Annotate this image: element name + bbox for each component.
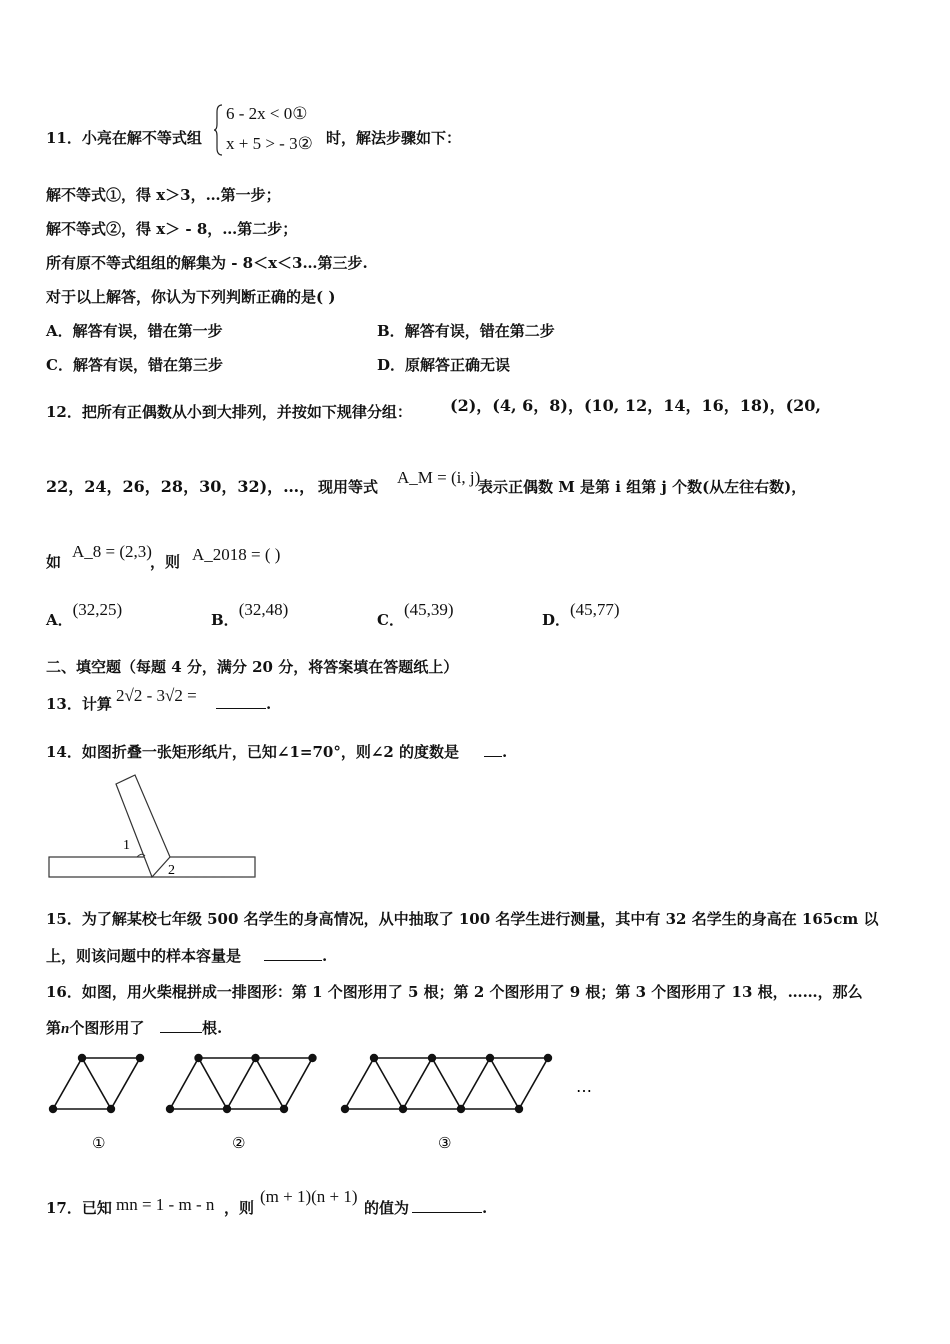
q13-expression: 2√2 - 3√2 =: [116, 686, 197, 705]
q17-answer-blank[interactable]: .: [412, 1198, 487, 1218]
q12-example: A_8 = (2,3): [72, 542, 152, 561]
folded-paper-figure: [44, 772, 264, 884]
q11-stem: 11．小亮在解不等式组: [46, 129, 202, 147]
q11-step1: 解不等式①，得 x＞3，…第一步；: [46, 186, 281, 204]
q12-option-a[interactable]: A．(32,25): [46, 600, 123, 629]
inequality-line-1: 6 - 2x < 0①: [226, 104, 308, 123]
q16-line2: 第n个图形用了: [46, 1019, 145, 1037]
section-title: 二、填空题（每题 4 分，满分 20 分，将答案填在答题纸上）: [46, 658, 459, 676]
matchstick-joint: [370, 1054, 378, 1062]
ellipsis: …: [576, 1077, 592, 1096]
matchstick: [519, 1058, 548, 1109]
matchstick: [53, 1058, 82, 1109]
matchstick-joint: [428, 1054, 436, 1062]
q11-step2: 解不等式②，得 x＞ - 8，…第二步；: [46, 220, 298, 238]
q12-phrase-now: 现用等式: [318, 478, 379, 496]
q11-question: 对于以上解答，你认为下列判断正确的是( ): [46, 288, 336, 306]
q14-stem: 14．如图折叠一张矩形纸片，已知∠1=70°，则∠2 的度数是: [46, 743, 460, 761]
matchstick-figures: [0, 1040, 620, 1160]
matchstick: [256, 1058, 285, 1109]
inequality-line-2: x + 5 > - 3②: [226, 134, 313, 153]
q17-expression: (m + 1)(n + 1): [260, 1187, 358, 1206]
matchstick-joint: [251, 1054, 259, 1062]
matchstick-joint: [194, 1054, 202, 1062]
matchstick-joint: [399, 1105, 407, 1113]
matchstick: [82, 1058, 111, 1109]
q17-condition: mn = 1 - m - n: [116, 1195, 215, 1214]
matchstick-joint: [136, 1054, 144, 1062]
matchstick-joint: [223, 1105, 231, 1113]
q16-answer-blank[interactable]: 根.: [160, 1018, 222, 1038]
matchstick: [432, 1058, 461, 1109]
angle-2-label: 2: [168, 863, 175, 878]
q17-then: ，则: [224, 1199, 255, 1217]
q11-option-d[interactable]: D．原解答正确无误: [377, 356, 511, 374]
q17-tail: 的值为: [364, 1199, 410, 1217]
matchstick-joint: [78, 1054, 86, 1062]
matchstick-joint: [544, 1054, 552, 1062]
matchstick: [490, 1058, 519, 1109]
q11-option-b[interactable]: B．解答有误，错在第二步: [377, 322, 555, 340]
q15-line2: 上，则该问题中的样本容量是: [46, 947, 242, 965]
matchstick: [111, 1058, 140, 1109]
matchstick-joint: [49, 1105, 57, 1113]
matchstick: [199, 1058, 228, 1109]
q12-example-prefix: 如: [46, 553, 62, 571]
q13-stem: 13．计算: [46, 695, 112, 713]
figure-label-2: ②: [232, 1134, 246, 1152]
matchstick-joint: [107, 1105, 115, 1113]
q12-then: ，则: [150, 553, 181, 571]
q12-ask: A_2018 = ( ): [192, 545, 281, 564]
q15-line1: 15．为了解某校七年级 500 名学生的身高情况，从中抽取了 100 名学生进行测量，其中有 32 名学生的身高在 165cm 以: [46, 910, 879, 928]
figure-label-1: ①: [92, 1134, 106, 1152]
q11-step3: 所有原不等式组组的解集为 - 8＜x＜3…第三步.: [46, 254, 368, 272]
matchstick-joint: [308, 1054, 316, 1062]
q12-option-b[interactable]: B．(32,48): [211, 600, 289, 629]
q11-option-a[interactable]: A．解答有误，错在第一步: [46, 322, 223, 340]
q17-stem: 17．已知: [46, 1199, 112, 1217]
matchstick: [461, 1058, 490, 1109]
q16-line1: 16．如图，用火柴棍拼成一排图形：第 1 个图形用了 5 根；第 2 个图形用了 9 根；第 3 个图形用了 13 根，……，那么: [46, 983, 863, 1001]
matchstick-joint: [457, 1105, 465, 1113]
q13-answer-blank[interactable]: .: [216, 694, 271, 714]
q12-groups-line2: 22，24，26，28，30，32)，…，: [46, 477, 316, 496]
q12-groups-line1: (2)，(4, 6，8)，(10, 12，14，16，18)，(20,: [450, 396, 821, 415]
q12-option-c[interactable]: C．(45,39): [377, 600, 454, 629]
q11-option-c[interactable]: C．解答有误，错在第三步: [46, 356, 223, 374]
matchstick-joint: [515, 1105, 523, 1113]
matchstick: [374, 1058, 403, 1109]
matchstick-joint: [280, 1105, 288, 1113]
brace-icon: [214, 104, 224, 156]
q11-stem-after: 时，解法步骤如下：: [326, 129, 462, 147]
matchstick-joint: [341, 1105, 349, 1113]
matchstick: [403, 1058, 432, 1109]
figure-label-3: ③: [438, 1134, 452, 1152]
matchstick: [345, 1058, 374, 1109]
matchstick-joint: [486, 1054, 494, 1062]
q14-answer-blank[interactable]: .: [484, 742, 507, 762]
q12-stem: 12．把所有正偶数从小到大排列，并按如下规律分组：: [46, 403, 412, 421]
q12-formula: A_M = (i, j): [397, 468, 481, 487]
q15-answer-blank[interactable]: .: [264, 946, 327, 966]
matchstick: [170, 1058, 199, 1109]
matchstick: [284, 1058, 313, 1109]
angle-1-label: 1: [123, 838, 130, 853]
q12-option-d[interactable]: D．(45,77): [542, 600, 620, 629]
matchstick: [227, 1058, 256, 1109]
matchstick-joint: [166, 1105, 174, 1113]
q12-phrase-rest: 表示正偶数 M 是第 i 组第 j 个数(从左往右数)，: [478, 478, 807, 496]
